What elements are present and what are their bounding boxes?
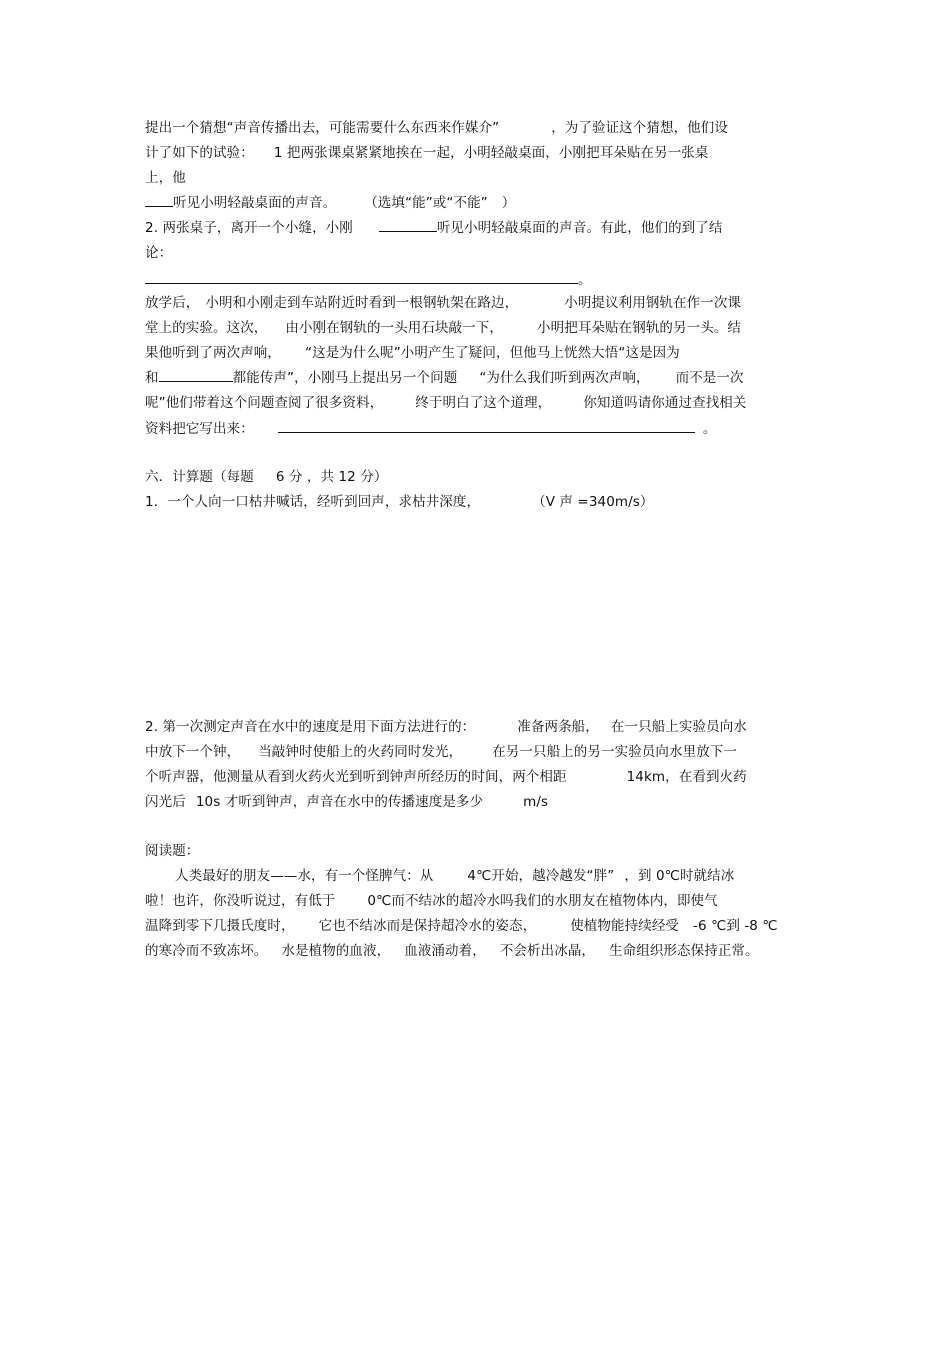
text: 使植物能持续经受 [570,918,680,934]
answer-blank[interactable] [278,420,695,433]
text: 生命组织形态保持正常。 [609,943,759,959]
text: 的寒冷而不致冻坏。 [145,943,268,959]
text: 闪光后 [145,794,186,810]
text: 小明把耳朵贴在钢轨的另一头。结 [537,320,742,336]
answer-blank[interactable] [379,219,437,232]
text: 血液涌动着， [404,943,486,959]
text: “这是为什么呢”小明产生了疑问，但他马上恍然大悟“这是因为 [305,345,680,361]
answer-blank[interactable] [145,271,578,284]
text: ，到 0℃时就结冰 [624,868,735,884]
experiment-line-3 [145,169,186,187]
text: 而不是一次 [675,370,744,386]
text: 提出一个猜想“声音传播出去，可能需要什么东西来作媒介” [145,120,500,136]
reading-line-1 [175,867,734,885]
text: ） [501,195,516,211]
answer-blank[interactable] [159,369,233,382]
text: 人类最好的朋友——水，有一个怪脾气：从 [175,868,434,884]
text: 4℃开始，越冷越发“胖” [467,868,615,884]
rail-line-4 [145,369,744,387]
text: 2. 第一次测定声音在水中的速度是用下面方法进行的： [145,719,476,735]
calc-question-2-line-1 [145,718,747,736]
text: 6 分 ，共 12 分） [275,469,388,485]
calc-question-2-line-3 [145,768,747,786]
text: 六．计算题（每题 [145,469,254,485]
experiment-line-6 [145,244,172,262]
rail-line-2 [145,319,741,337]
section-heading-reading [145,842,199,860]
text: 温降到零下几摄氏度时， [145,918,295,934]
text: 论： [145,245,173,261]
text: 听见小明轻敲桌面的声音。有此，他们的到了结 [436,220,723,236]
text: “为什么我们听到两次声响， [479,370,650,386]
text: 上，他 [145,170,186,186]
text: 都能传声”，小刚马上提出另一个问题 [232,370,458,386]
calc-question-1 [145,493,654,511]
experiment-line-5 [145,219,722,237]
text: 中放下一个钟， [145,744,241,760]
text: 阅读题： [145,843,200,859]
text: 在一只船上实验员向水 [610,719,747,735]
text: 堂上的实验。这次， [145,320,268,336]
text: m/s [523,794,549,810]
answer-blank[interactable] [145,194,173,207]
experiment-line-4 [145,194,515,212]
text: （V 声 =340m/s） [532,494,654,510]
text: 水是植物的血液， [281,943,391,959]
text: 放学后， [145,295,200,311]
text: （选填“能”或“不能” [364,195,488,211]
text: 小明提议利用钢轨在作一次课 [564,295,742,311]
experiment-line-2 [145,144,709,162]
text: ，为了验证这个猜想，他们设 [551,120,728,136]
text: 14km，在看到火药 [626,769,747,785]
rail-line-6 [145,420,716,438]
text: 它也不结冰而是保持超冷水的姿态， [318,918,537,934]
text: 小明和小刚走到车站附近时看到一根钢轨架在路边， [205,295,519,311]
text: 听见小明轻敲桌面的声音。 [173,195,337,211]
reading-line-4 [145,942,759,960]
reading-line-3 [145,917,778,935]
text: 由小刚在钢轨的一头用石块敲一下， [285,320,504,336]
rail-line-5 [145,394,747,412]
text: 准备两条船， [517,719,599,735]
text: 资料把它写出来： [145,421,254,437]
text: 当敲钟时使船上的火药同时发光， [258,744,463,760]
text: 和 [145,370,159,386]
text: 。 [702,421,717,437]
text: 个听声器，他测量从看到火药火光到听到钟声所经历的时间，两个相距 [145,769,567,785]
text: 计了如下的试验： [145,145,254,161]
section-heading-calc [145,468,387,486]
text: 在另一只船上的另一实验员向水里放下一 [492,744,738,760]
rail-line-1 [145,294,741,312]
text: 终于明白了这个道理， [415,395,552,411]
experiment-line-7 [145,271,592,289]
experiment-line-1 [145,119,728,137]
text: 1．一个人向一口枯井喊话，经听到回声，求枯井深度， [145,494,481,510]
text: 10s 才听到钟声，声音在水中的传播速度是多少 [195,794,484,810]
text: -6 ℃到 -8 ℃ [693,918,778,934]
calc-question-2-line-4 [145,793,548,811]
text: 果他听到了两次声响， [145,345,281,361]
text: 啦！也许，你没听说过，有低于 [145,893,336,909]
text: 你知道吗请你通过查找相关 [583,395,747,411]
text: 1 把两张课桌紧紧地挨在一起，小明轻敲桌面，小刚把耳朵贴在另一张桌 [273,145,709,161]
calc-question-2-line-2 [145,743,737,761]
text: 呢”他们带着这个问题查阅了很多资料， [145,395,384,411]
reading-line-2 [145,892,718,910]
text: 。 [578,272,592,288]
rail-line-3 [145,344,680,362]
text: 2. 两张桌子，离开一个小缝，小刚 [145,220,353,236]
text: 不会析出冰晶， [499,943,596,959]
text: 0℃而不结冰的超冷水吗我们的水朋友在植物体内，即使气 [367,893,718,909]
